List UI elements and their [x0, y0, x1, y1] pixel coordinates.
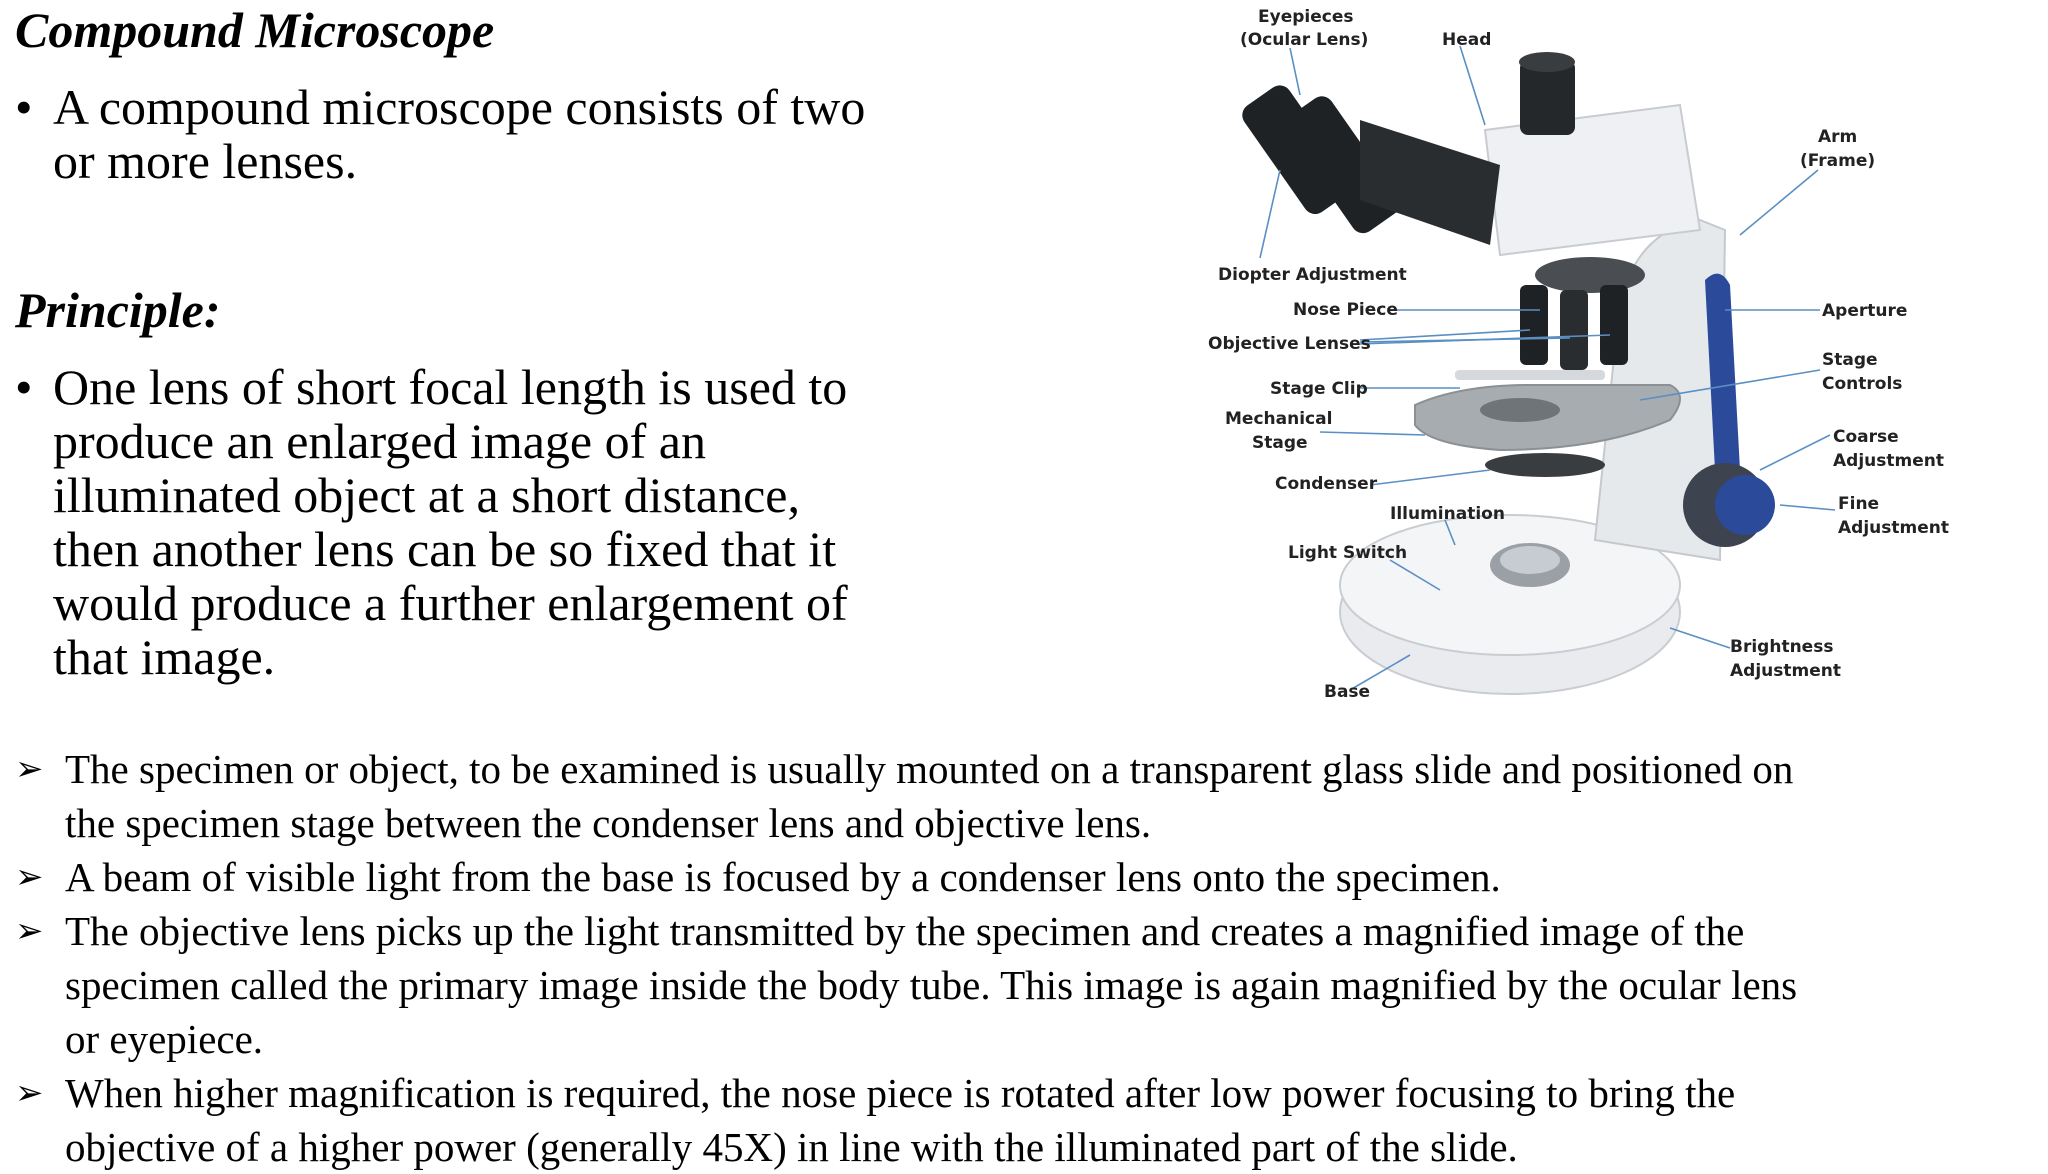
label-brightness: Brightness — [1730, 637, 1834, 657]
label-eyepieces-sub: (Ocular Lens) — [1240, 30, 1369, 50]
label-fine: Fine — [1838, 494, 1880, 514]
arrowhead-icon: ➢ — [15, 911, 44, 951]
label-nose-piece: Nose Piece — [1293, 300, 1398, 320]
label-aperture: Aperture — [1822, 301, 1908, 321]
label-stage-clip: Stage Clip — [1270, 379, 1368, 399]
step-list — [15, 742, 2025, 1174]
bullet-dot: • — [15, 79, 33, 135]
label-arm-sub: (Frame) — [1800, 151, 1876, 171]
label-fine-sub: Adjustment — [1838, 518, 1949, 538]
principle-line: that image. — [53, 629, 276, 685]
step-item — [15, 850, 2025, 904]
objective-lens — [1520, 285, 1548, 365]
step-line: When higher magnification is required, the nose piece is rotated after low power focusing to bring the — [65, 1070, 1736, 1116]
step-line: A beam of visible light from the base is focused by a condenser lens onto the specimen. — [65, 854, 1501, 900]
principle-heading: Principle: — [15, 282, 221, 338]
condenser-shape — [1485, 453, 1605, 477]
step-item — [15, 742, 2025, 850]
label-diopter: Diopter Adjustment — [1218, 265, 1407, 285]
principle-bullet — [15, 360, 1115, 690]
intro-line: A compound microscope consists of two — [53, 79, 866, 135]
step-line: the specimen stage between the condenser lens and objective lens. — [65, 800, 1152, 846]
step-line: or eyepiece. — [65, 1016, 264, 1062]
principle-line: produce an enlarged image of an — [53, 413, 706, 469]
page-title: Compound Microscope — [15, 2, 495, 58]
label-stage-controls-sub: Controls — [1822, 374, 1903, 394]
nosepiece-shape — [1535, 257, 1645, 293]
label-illumination: Illumination — [1390, 504, 1505, 524]
step-line: The objective lens picks up the light transmitted by the specimen and creates a magnified image of the — [65, 908, 1745, 954]
label-arm: Arm — [1818, 127, 1858, 147]
principle-line: One lens of short focal length is used to — [53, 359, 848, 415]
arrowhead-icon: ➢ — [15, 857, 44, 897]
intro-bullet — [15, 80, 1115, 190]
arrowhead-icon: ➢ — [15, 749, 44, 789]
objective-lens — [1560, 290, 1588, 370]
label-base: Base — [1324, 682, 1371, 702]
label-stage-controls: Stage — [1822, 350, 1878, 370]
step-line: specimen called the primary image inside the body tube. This image is again magnified by the ocular lens — [65, 962, 1798, 1008]
label-head: Head — [1442, 30, 1492, 50]
microscope-diagram — [1200, 0, 1950, 724]
label-mechanical-stage-sub: Stage — [1252, 433, 1308, 453]
head-shape — [1485, 105, 1700, 255]
label-condenser: Condenser — [1275, 474, 1378, 494]
principle-line: would produce a further enlargement of — [53, 575, 848, 631]
label-eyepieces: Eyepieces — [1258, 7, 1354, 27]
step-item — [15, 904, 2025, 1066]
bullet-dot: • — [15, 359, 33, 415]
label-objective-lenses: Objective Lenses — [1208, 334, 1371, 354]
principle-line: then another lens can be so fixed that it — [53, 521, 837, 577]
step-line: The specimen or object, to be examined is usually mounted on a transparent glass slide and positioned on — [65, 746, 1794, 792]
label-coarse-sub: Adjustment — [1833, 451, 1944, 471]
intro-line: or more lenses. — [53, 133, 358, 189]
label-mechanical-stage: Mechanical — [1225, 409, 1333, 429]
label-light-switch: Light Switch — [1288, 543, 1408, 563]
step-item — [15, 1066, 2025, 1174]
glass-slide — [1455, 370, 1605, 380]
principle-line: illuminated object at a short distance, — [53, 467, 800, 523]
step-line: objective of a higher power (generally 45X) in line with the illuminated part of the slide. — [65, 1124, 1518, 1170]
label-coarse: Coarse — [1833, 427, 1899, 447]
label-brightness-sub: Adjustment — [1730, 661, 1841, 681]
fine-knob — [1715, 475, 1775, 535]
microscope-illustration — [1200, 0, 1950, 724]
arrowhead-icon: ➢ — [15, 1073, 44, 1113]
objective-lens — [1600, 285, 1628, 365]
